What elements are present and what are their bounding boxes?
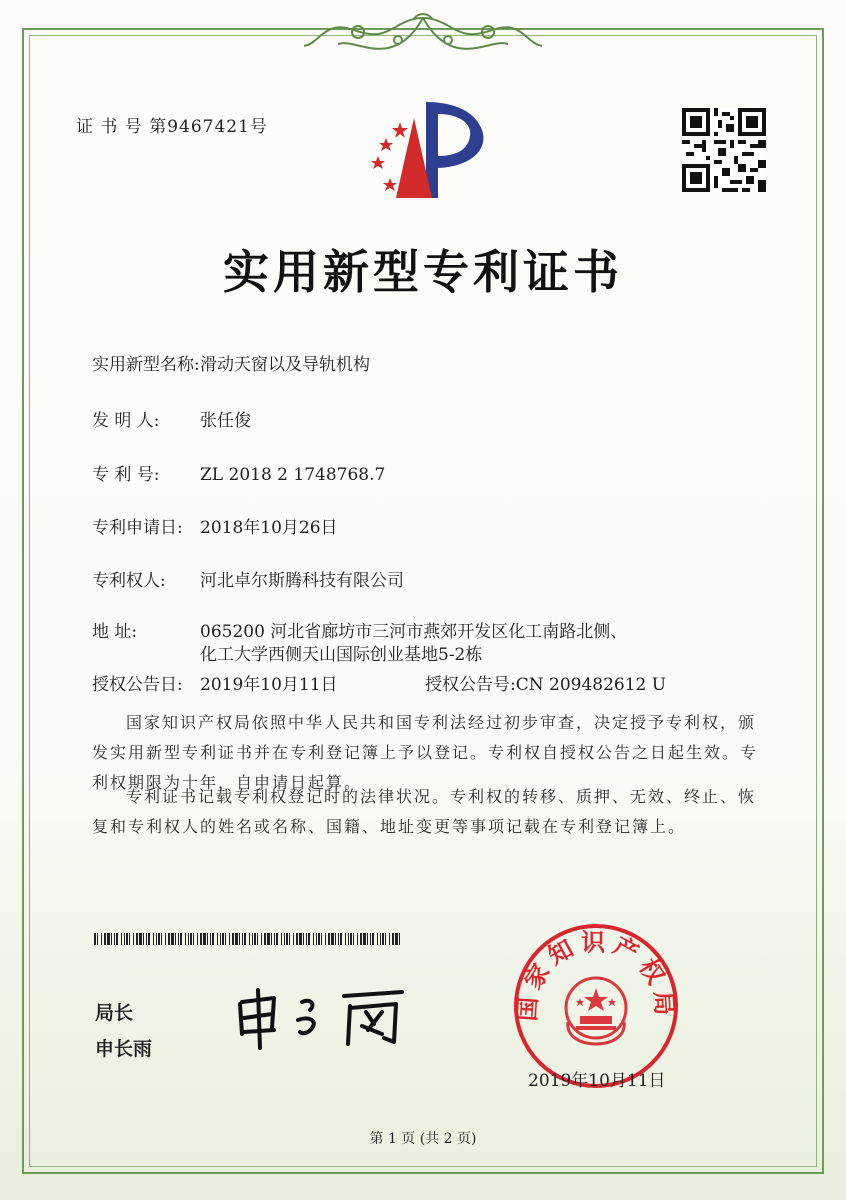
utility-name-value: 滑动天窗以及导轨机构 <box>200 355 370 375</box>
page-indicator: 第 1 页 (共 2 页) <box>369 1131 477 1147</box>
address-row <box>92 617 627 642</box>
certificate-title: 实用新型专利证书 <box>223 245 623 299</box>
legal-status-paragraph: 专利证书记载专利权登记时的法律状况。专利权的转移、质押、无效、终止、恢复和专利权人的姓名或名称、国籍、地址变更等事项记载在专利登记簿上。 <box>92 787 757 836</box>
grant-paragraph: 国家知识产权局依照中华人民共和国专利法经过初步审查，决定授予专利权，颁发实用新型专利证书并在专利登记簿上予以登记。专利权自授权公告之日起生效。专利权期限为十年，自申请日起算。 <box>92 713 759 792</box>
director-signature <box>232 982 432 1052</box>
grant-date-value: 2019年10月11日 <box>200 675 338 695</box>
barcode <box>94 933 400 945</box>
address-label: 地 址: <box>92 622 138 642</box>
grant-no-row <box>425 670 666 695</box>
patent-no-value: ZL 2018 2 1748768.7 <box>200 465 386 485</box>
patent-no-label: 专 利 号: <box>92 465 160 485</box>
seal-date: 2019年10月11日 <box>528 1071 666 1091</box>
grant-no-value: CN 209482612 U <box>515 675 667 695</box>
grant-date-label: 授权公告日: <box>92 675 183 695</box>
filing-date-value: 2018年10月26日 <box>200 518 338 538</box>
inventor-label: 发 明 人: <box>92 411 160 431</box>
qr-code <box>682 108 766 192</box>
inventor-value: 张任俊 <box>200 411 251 431</box>
filing-date-label: 专利申请日: <box>92 518 183 538</box>
patentee-row <box>92 566 404 591</box>
utility-name-row <box>92 350 370 375</box>
address-line2: 化工大学西侧天山国际创业基地5-2栋 <box>200 645 483 665</box>
patentee-label: 专利权人: <box>92 571 166 591</box>
director-name: 申长雨 <box>95 1038 153 1060</box>
filing-date-row <box>92 513 338 538</box>
patent-no-row <box>92 460 385 485</box>
grant-no-label: 授权公告号: <box>425 675 516 695</box>
top-ornament <box>298 10 548 58</box>
address-line1: 065200 河北省廊坊市三河市燕郊开发区化工南路北侧、 <box>200 622 628 642</box>
certificate-number: 证 书 号 第9467421号 <box>76 117 268 137</box>
inventor-row <box>92 406 251 431</box>
seal-text: 国家知识产权局 <box>512 927 680 1023</box>
grant-date-row <box>92 670 338 695</box>
patentee-value: 河北卓尔斯腾科技有限公司 <box>200 571 404 591</box>
director-title: 局长 <box>95 1002 134 1024</box>
cnipa-logo <box>356 98 490 202</box>
utility-name-label: 实用新型名称: <box>92 355 200 375</box>
